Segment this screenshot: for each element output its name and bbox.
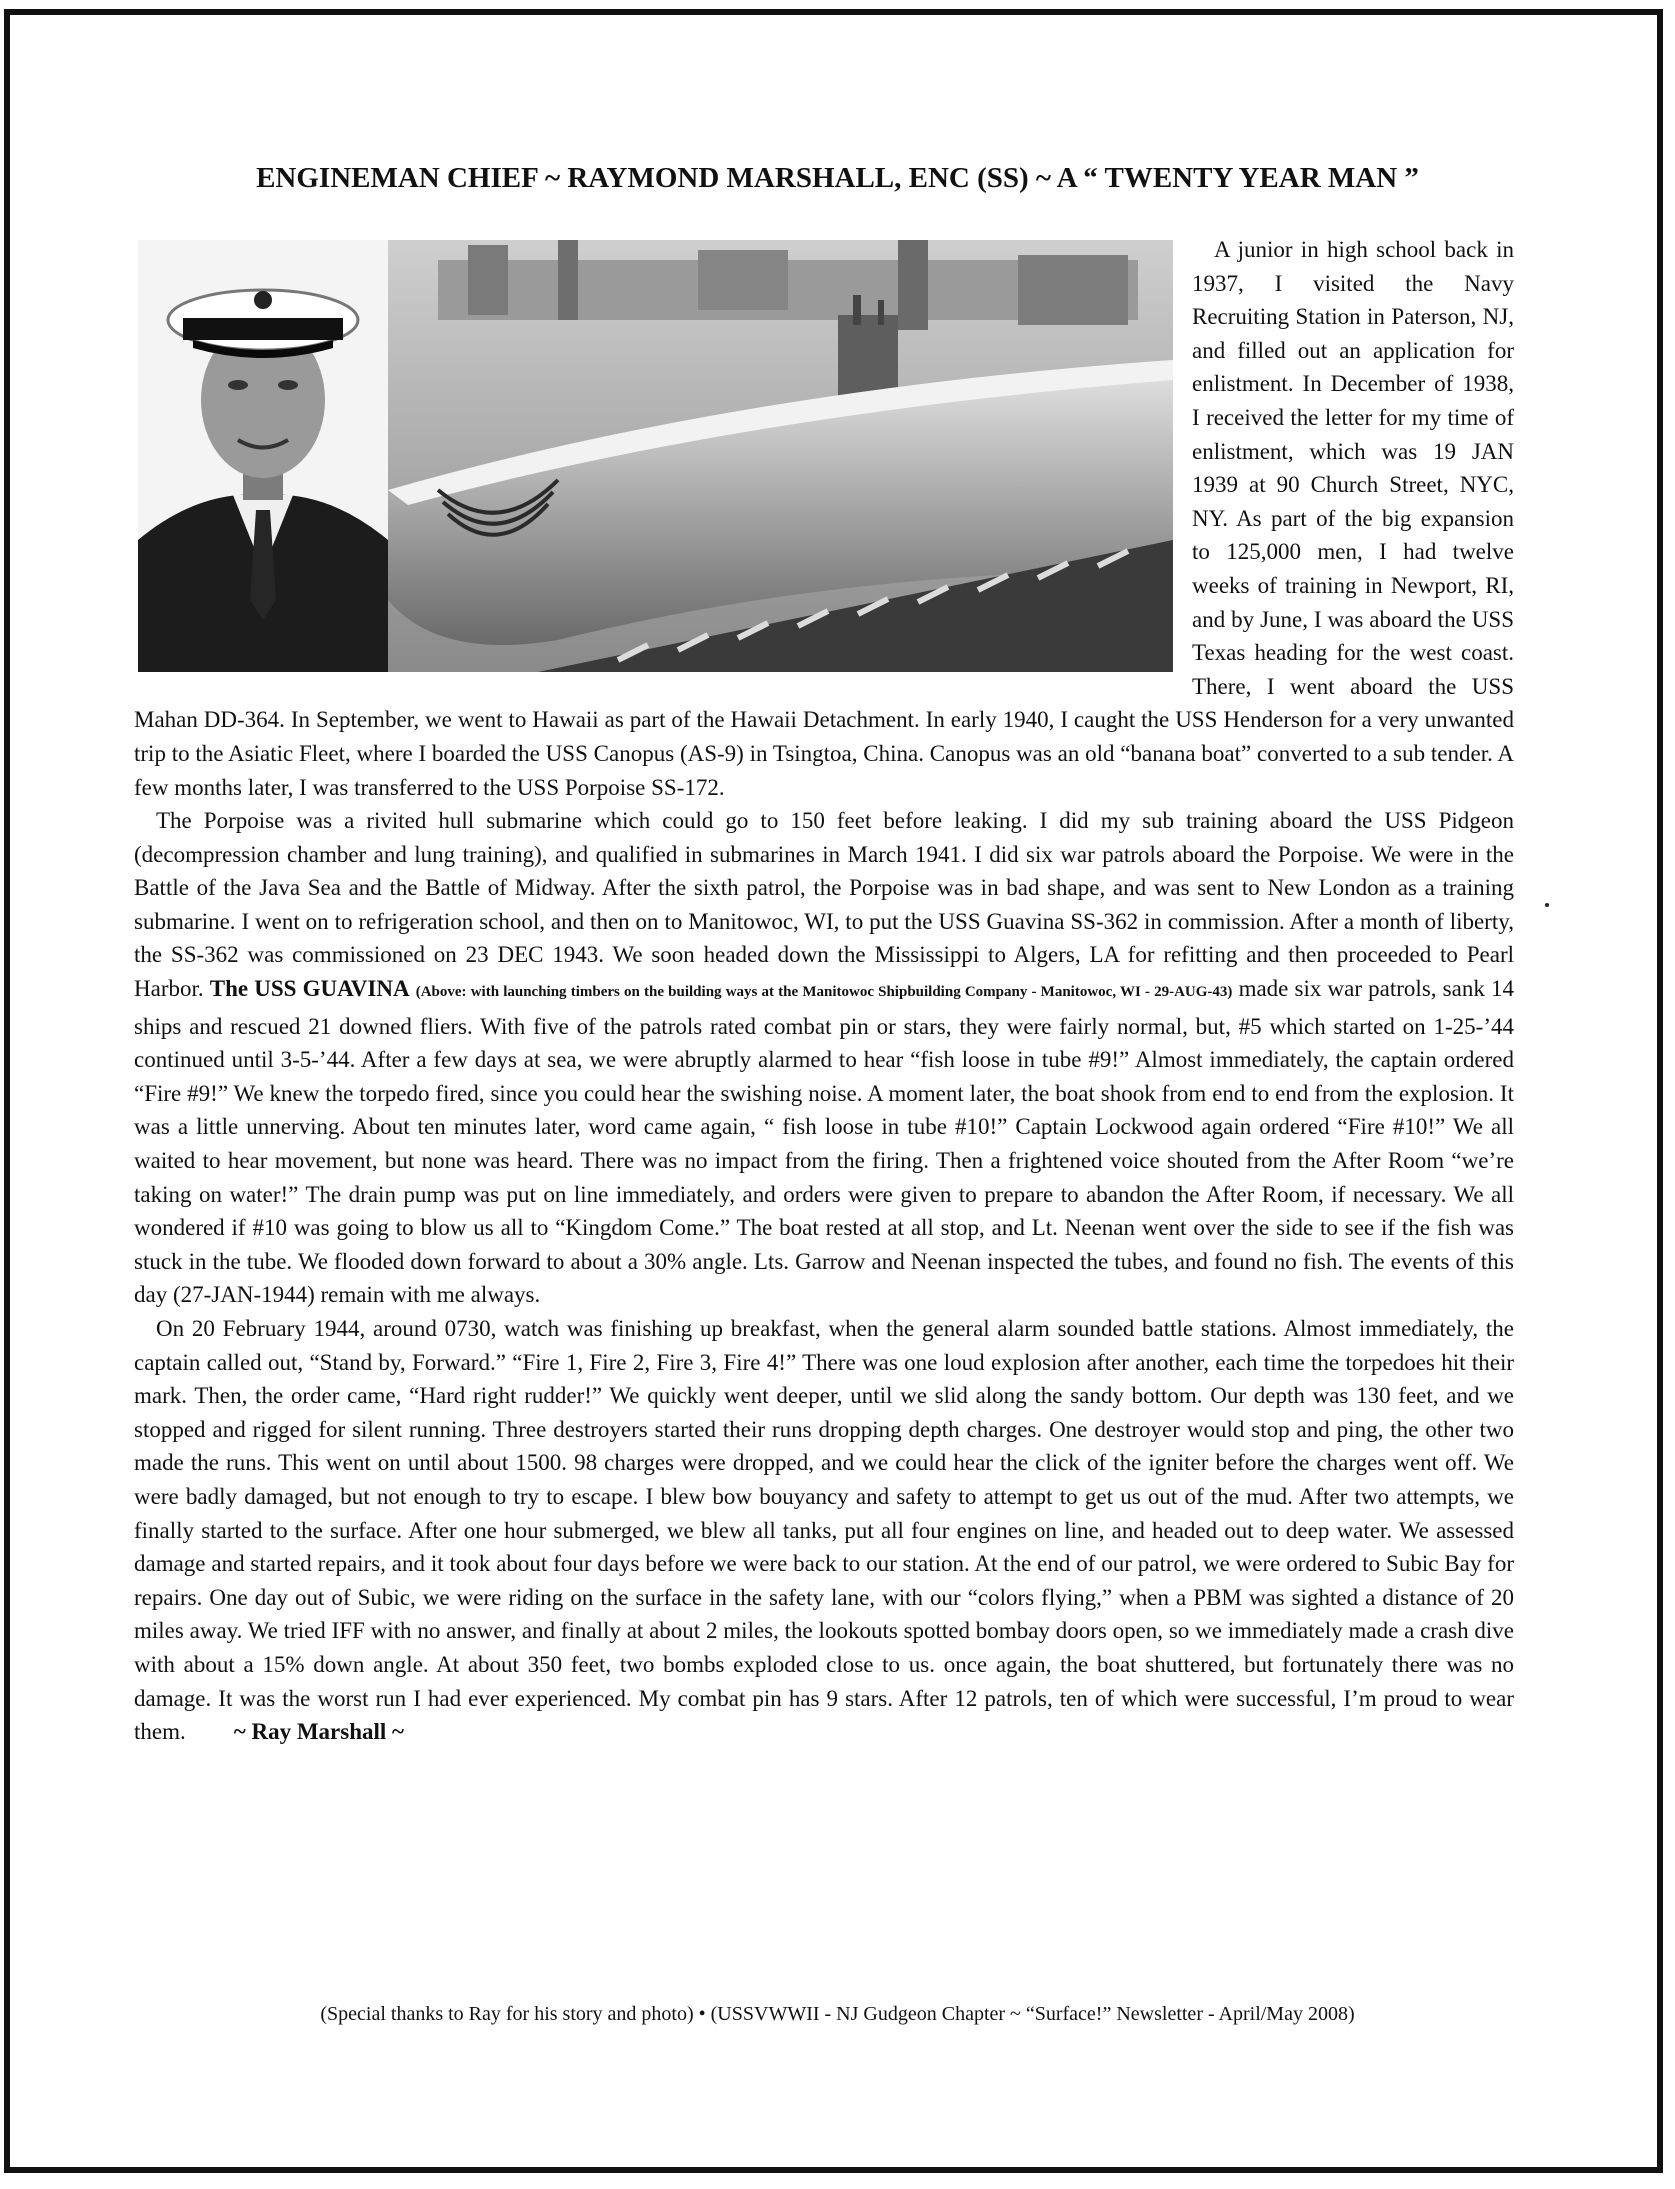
footer-credit: (Special thanks to Ray for his story and photo) • (USSVWWII - NJ Gudgeon Chapter ~ “Surface!” Newsletter - April/May 2008)	[320, 2003, 1355, 2025]
photo-float-spacer	[134, 233, 1192, 703]
ship-name-bold: The USS GUAVINA	[209, 976, 410, 1002]
paragraph-3-text: On 20 February 1944, around 0730, watch was finishing up breakfast, when the general alarm sounded battle stations. Almost immediately, the captain called out, “Stand by, Forward.” “Fire 1, Fire 2, Fire 3, Fire 4!” There was one loud explosion after another, each time the torpedoes hit their mark. Then, the order came, “Hard right rudder!” We quickly went deeper, until we slid along the sandy bottom. Our depth was 130 feet, and we stopped and rigged for silent running. Three destroyers started their runs dropping depth charges. One destroyer would stop and ping, the other two made the runs. This went on until about 1500. 98 charges were dropped, and we could hear the click of the igniter before the charges went off. We were badly damaged, but not enough to try to escape. I blew bow bouyancy and safety to attempt to get us out of the mud. After two attempts, we finally started to the surface. After one hour submerged, we blew all tanks, put all four engines on line, and headed out to deep water. We assessed damage and started repairs, and it took about four days before we were back to our station. At the end of our patrol, we were ordered to Subic Bay for repairs. One day out of Subic, we were riding on the surface in the safety lane, with our “colors flying,” when a PBM was sighted a distance of 20 miles away. We tried IFF with no answer, and finally at about 2 miles, the lookouts spotted bombay doors open, so we immediately made a crash dive with about a 15% down angle. At about 350 feet, two bombs exploded close to us. once again, the boat shuttered, but fortunately there was no damage. It was the worst run I had ever experienced. My combat pin has 9 stars. After 12 patrols, ten of which were successful, I’m proud to wear them.	[134, 1316, 1514, 1745]
stray-mark	[1545, 903, 1549, 907]
article-body	[134, 233, 1514, 1749]
paragraph-3	[134, 1312, 1514, 1749]
paragraph-1: A junior in high school back in 1937, I visited the Navy Recruiting Station in Paterson, NJ, and filled out an application for enlistment. In December of 1938, I received the letter for my time of enlistment, which was 19 JAN 1939 at 90 Church Street, NYC, NY. As part of the big expansion to 125,000 men, I had twelve weeks of training in Newport, RI, and by June, I was aboard the USS Texas heading for the west coast. There, I went aboard the USS Mahan DD-364. In September, we went to Hawaii as part of the Hawaii Detachment. In early 1940, I caught the USS Henderson for a very unwanted trip to the Asiatic Fleet, where I boarded the USS Canopus (AS-9) in Tsingtoa, China. Canopus was an old “banana boat” converted to a sub tender. A few months later, I was transferred to the USS Porpoise SS-172.	[134, 237, 1514, 800]
author-signature: ~ Ray Marshall ~	[233, 1719, 404, 1745]
photo-caption-inline: (Above: with launching timbers on the building ways at the Manitowoc Shipbuilding Company - Manitowoc, WI - 29-AUG-43)	[415, 984, 1233, 1001]
paragraph-2	[134, 804, 1514, 1312]
article-title: ENGINEMAN CHIEF ~ RAYMOND MARSHALL, ENC (SS) ~ A “ TWENTY YEAR MAN ”	[256, 162, 1419, 194]
paragraph-2-start: The Porpoise was a rivited hull submarine which could go to 150 feet before leaking. I did my sub training aboard the USS Pidgeon (decompression chamber and lung training), and qualified in submarines in March 1941. I did six war patrols aboard the Porpoise. We were in the Battle of the Java Sea and the Battle of Midway. After the sixth patrol, the Porpoise was in bad shape, and was sent to New London as a training submarine. I went on to refrigeration school, and then on to Manitowoc, WI, to put the USS Guavina SS-362 in commission. After a month of liberty, the SS-362 was commissioned on 23 DEC 1943. We soon headed down the Mississippi to Algers, LA for refitting and then proceeded to Pearl Harbor.	[134, 808, 1514, 1002]
paragraph-2-end: made six war patrols, sank 14 ships and rescued 21 downed fliers. With five of the patrols rated combat pin or stars, they were fairly normal, but, #5 which started on 1-25-’44 continued until 3-5-’44. After a few days at sea, we were abruptly alarmed to hear “fish loose in tube #9!” Almost immediately, the captain ordered “Fire #9!” We knew the torpedo fired, since you could hear the swishing noise. A moment later, the boat shook from end to end from the explosion. It was a little unnerving. About ten minutes later, word came again, “ fish loose in tube #10!” Captain Lockwood again ordered “Fire #10!” We all waited to hear movement, but none was heard. There was no impact from the firing. Then a frightened voice shouted from the After Room “we’re taking on water!” The drain pump was put on line immediately, and orders were given to prepare to abandon the After Room, if necessary. We all wondered if #10 was going to blow us all to “Kingdom Come.” The boat rested at all stop, and Lt. Neenan went over the side to see if the fish was stuck in the tube. We flooded down forward to about a 30% angle. Lts. Garrow and Neenan inspected the tubes, and found no fish. The events of this day (27-JAN-1944) remain with me always.	[134, 976, 1514, 1308]
